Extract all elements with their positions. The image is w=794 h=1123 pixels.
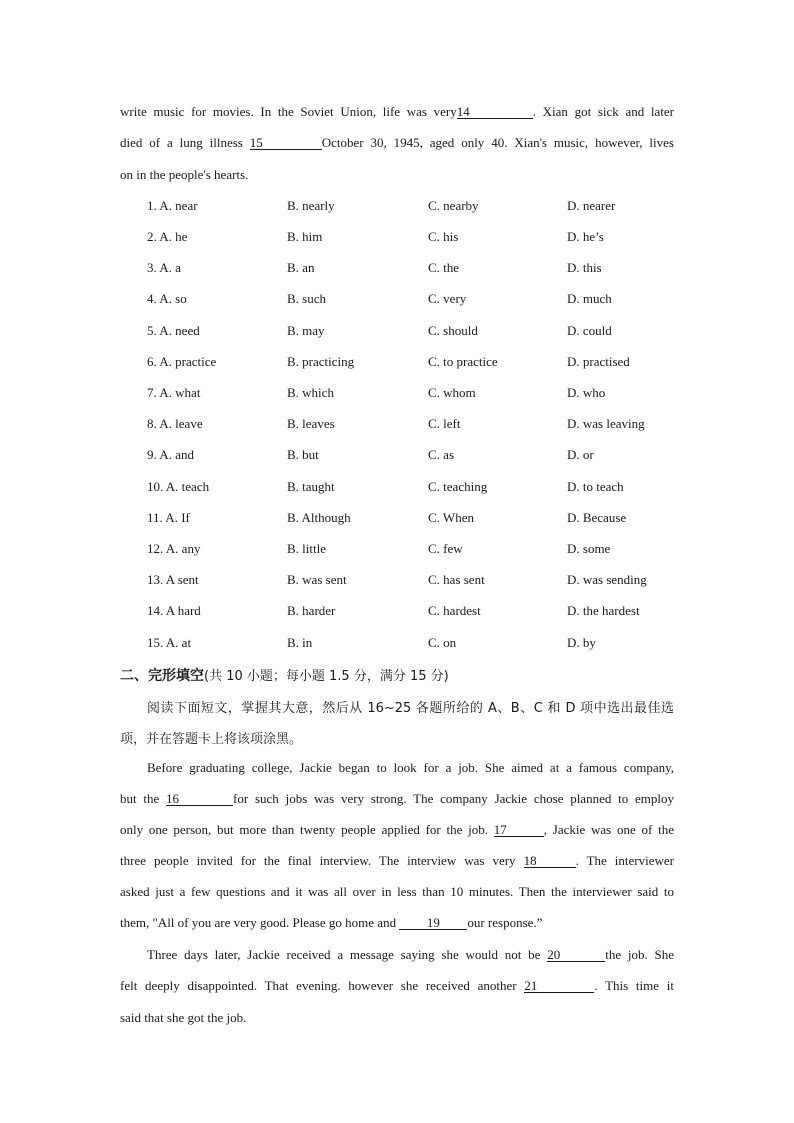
blank-18: 18 bbox=[524, 854, 576, 868]
passage1-line-2-text: died of a lung illness bbox=[120, 135, 250, 150]
option-d: D. nearer bbox=[567, 198, 616, 213]
option-b: B. such bbox=[287, 291, 326, 306]
option-b: B. Although bbox=[287, 510, 351, 525]
option-a: 11. A. If bbox=[147, 510, 190, 525]
option-row-5 bbox=[147, 323, 687, 339]
option-b: B. was sent bbox=[287, 572, 347, 587]
passage1-line-2-text-end: October 30, 1945, aged only 40. Xian's music, however, lives bbox=[321, 135, 674, 150]
instructions-line-1: 阅读下面短文，掌握其大意，然后从 16~25 各题所给的 A、B、C 和 D 项中选出最佳选 bbox=[147, 701, 674, 716]
option-a: 10. A. teach bbox=[147, 479, 210, 494]
option-c: C. the bbox=[428, 260, 460, 275]
passage2-line-8-text: felt deeply disappointed. That evening. however she received another bbox=[120, 978, 525, 993]
passage2-line-2-text-end: for such jobs was very strong. The company Jackie chose planned to employ bbox=[233, 791, 674, 806]
option-d: D. he’s bbox=[567, 229, 604, 244]
passage2-line-9: said that she got the job. bbox=[120, 1010, 247, 1025]
option-a: 15. A. at bbox=[147, 635, 192, 650]
option-d: D. to teach bbox=[567, 479, 624, 494]
blank-17: 17 bbox=[494, 823, 544, 837]
option-c: C. few bbox=[428, 541, 463, 556]
passage1-line-1 bbox=[120, 104, 674, 120]
option-c: C. as bbox=[428, 447, 454, 462]
option-b: B. little bbox=[287, 541, 326, 556]
passage1-line-3: on in the people's hearts. bbox=[120, 167, 249, 182]
option-b: B. harder bbox=[287, 603, 336, 618]
option-a: 8. A. leave bbox=[147, 416, 203, 431]
option-c: C. teaching bbox=[428, 479, 488, 494]
option-d: D. who bbox=[567, 385, 606, 400]
passage2-line-4-text-end: . The interviewer bbox=[575, 853, 674, 868]
option-d: D. was leaving bbox=[567, 416, 645, 431]
option-c: C. to practice bbox=[428, 354, 498, 369]
passage2-line-3-text: only one person, but more than twenty people applied for the job. bbox=[120, 822, 494, 837]
option-row-13 bbox=[147, 572, 687, 588]
option-b: B. leaves bbox=[287, 416, 335, 431]
option-c: C. on bbox=[428, 635, 457, 650]
option-a: 1. A. near bbox=[147, 198, 198, 213]
passage2-line-7 bbox=[147, 947, 674, 963]
blank-16: 16 bbox=[166, 792, 233, 806]
instructions-line-2: 项，并在答题卡上将该项涂黑。 bbox=[120, 732, 303, 747]
passage2-line-2 bbox=[120, 791, 674, 807]
passage1-line-1-text-end: . Xian got sick and later bbox=[532, 104, 674, 119]
option-row-8 bbox=[147, 416, 687, 432]
option-c: C. should bbox=[428, 323, 478, 338]
option-row-15 bbox=[147, 635, 687, 651]
option-a: 13. A sent bbox=[147, 572, 199, 587]
option-row-12 bbox=[147, 541, 687, 557]
option-d: D. the hardest bbox=[567, 603, 640, 618]
section-2-note: (共 10 小题；每小题 1.5 分，满分 15 分) bbox=[204, 669, 449, 684]
passage2-line-6-text: them, "All of you are very good. Please go home and bbox=[120, 915, 400, 930]
option-c: C. hardest bbox=[428, 603, 481, 618]
passage2-line-8-text-end: . This time it bbox=[594, 978, 674, 993]
option-row-1 bbox=[147, 198, 687, 214]
option-b: B. in bbox=[287, 635, 313, 650]
passage2-line-6 bbox=[120, 915, 674, 931]
option-b: B. but bbox=[287, 447, 319, 462]
option-a: 5. A. need bbox=[147, 323, 200, 338]
passage2-line-8 bbox=[120, 978, 674, 994]
option-row-10 bbox=[147, 479, 687, 495]
passage2-line-3 bbox=[120, 822, 674, 838]
option-a: 12. A. any bbox=[147, 541, 201, 556]
option-c: C. very bbox=[428, 291, 467, 306]
option-a: 14. A hard bbox=[147, 603, 201, 618]
passage2-line-4-text: three people invited for the final interview. The interview was very bbox=[120, 853, 524, 868]
passage2-line-3-text-end: , Jackie was one of the bbox=[543, 822, 674, 837]
option-row-11 bbox=[147, 510, 687, 526]
option-c: C. When bbox=[428, 510, 474, 525]
option-d: D. some bbox=[567, 541, 611, 556]
option-b: B. may bbox=[287, 323, 325, 338]
option-a: 6. A. practice bbox=[147, 354, 217, 369]
blank-21: 21 bbox=[524, 979, 594, 993]
option-a: 9. A. and bbox=[147, 447, 194, 462]
blank-15: 15 bbox=[250, 136, 322, 150]
option-d: D. or bbox=[567, 447, 594, 462]
passage2-line-6-text-end: our response.” bbox=[467, 915, 543, 930]
option-row-4 bbox=[147, 291, 687, 307]
blank-20: 20 bbox=[547, 948, 605, 962]
option-b: B. practicing bbox=[287, 354, 355, 369]
blank-19: 19 bbox=[399, 916, 467, 930]
option-d: D. could bbox=[567, 323, 612, 338]
option-b: B. taught bbox=[287, 479, 335, 494]
option-d: D. was sending bbox=[567, 572, 647, 587]
option-row-7 bbox=[147, 385, 687, 401]
option-a: 3. A. a bbox=[147, 260, 181, 275]
option-b: B. an bbox=[287, 260, 315, 275]
passage2-line-2-text: but the bbox=[120, 791, 167, 806]
section-2-heading bbox=[120, 665, 449, 685]
passage2-line-5: asked just a few questions and it was all over in less than 10 minutes. Then the interviewer said to bbox=[120, 884, 674, 899]
passage2-line-7-text: Three days later, Jackie received a message saying she would not be bbox=[147, 947, 548, 962]
passage2-line-4 bbox=[120, 853, 674, 869]
option-b: B. nearly bbox=[287, 198, 335, 213]
option-a: 2. A. he bbox=[147, 229, 188, 244]
option-row-3 bbox=[147, 260, 687, 276]
option-d: D. Because bbox=[567, 510, 627, 525]
option-d: D. by bbox=[567, 635, 596, 650]
option-c: C. left bbox=[428, 416, 461, 431]
option-row-2 bbox=[147, 229, 687, 245]
option-c: C. his bbox=[428, 229, 459, 244]
option-a: 4. A. so bbox=[147, 291, 187, 306]
option-c: C. nearby bbox=[428, 198, 479, 213]
option-d: D. much bbox=[567, 291, 612, 306]
blank-14: 14 bbox=[457, 105, 533, 119]
option-c: C. whom bbox=[428, 385, 476, 400]
option-b: B. him bbox=[287, 229, 323, 244]
section-2-title: 二、完形填空 bbox=[120, 668, 204, 684]
option-b: B. which bbox=[287, 385, 334, 400]
option-c: C. has sent bbox=[428, 572, 485, 587]
passage2-line-7-text-end: the job. She bbox=[605, 947, 674, 962]
option-d: D. practised bbox=[567, 354, 630, 369]
option-a: 7. A. what bbox=[147, 385, 201, 400]
option-row-6 bbox=[147, 354, 687, 370]
option-row-14 bbox=[147, 603, 687, 619]
option-row-9 bbox=[147, 447, 687, 463]
passage2-line-1: Before graduating college, Jackie began to look for a job. She aimed at a famous company, bbox=[147, 760, 674, 775]
passage1-line-1-text: write music for movies. In the Soviet Union, life was very bbox=[120, 104, 457, 119]
passage1-line-2 bbox=[120, 135, 674, 151]
option-d: D. this bbox=[567, 260, 602, 275]
